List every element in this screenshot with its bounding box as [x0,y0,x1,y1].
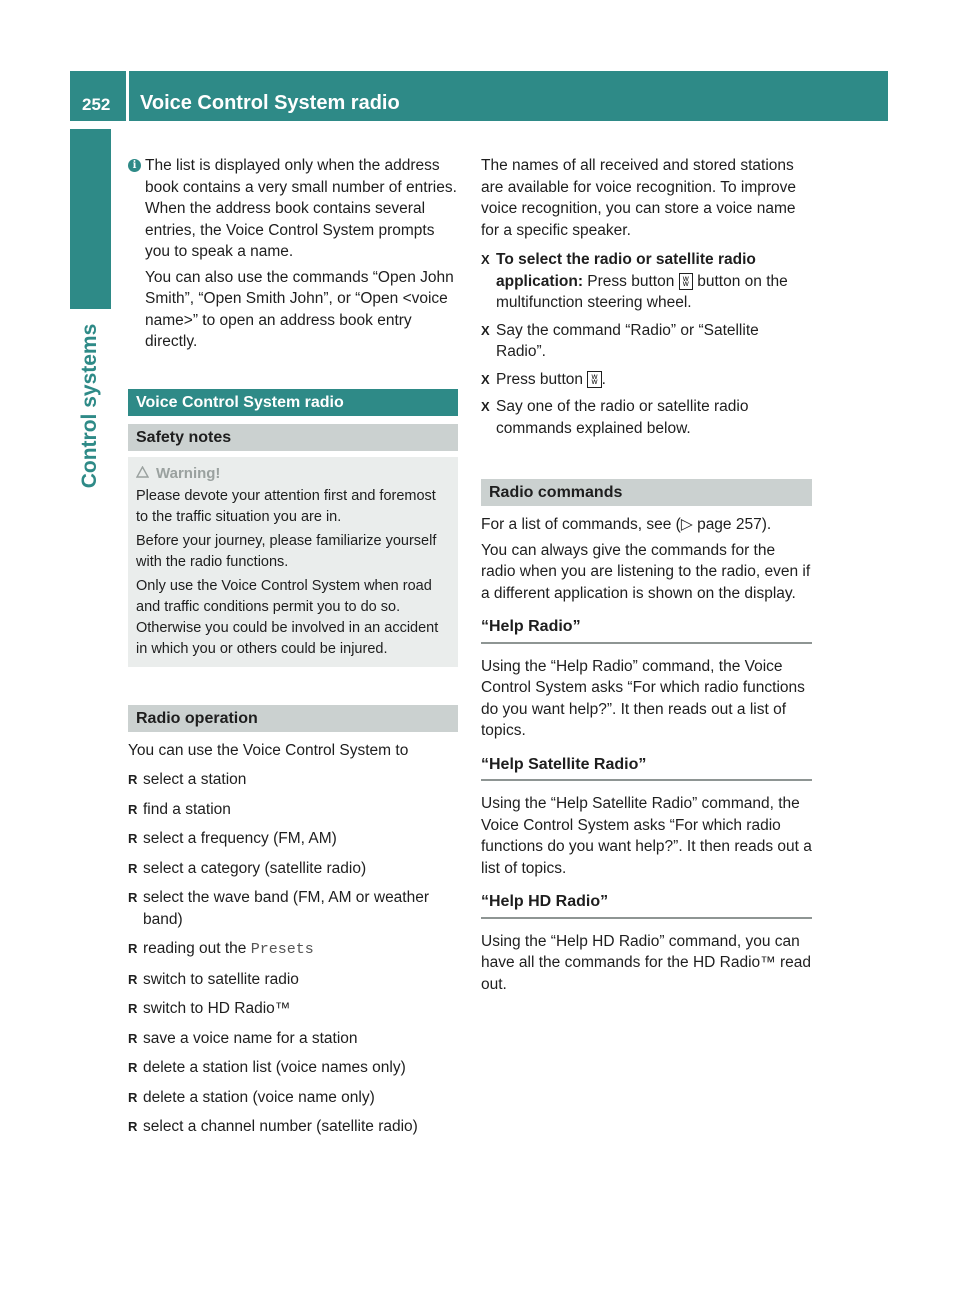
help-radio-text: Using the “Help Radio” command, the Voice Control System asks “For which radio functions do you want help?”. It then reads out a list of topics. [481,657,805,739]
list-item: R delete a station (voice name only) [128,1087,458,1109]
safety-heading: Safety notes [128,424,458,451]
radio-operation-intro: You can use the Voice Control System to [128,741,409,759]
step-item [481,249,812,314]
info-icon: i [128,159,141,172]
commands-text: You can always give the commands for the radio when you are listening to the radio, even if a different application is shown on the display. [481,541,811,602]
section-tab [70,309,111,504]
list-item: R select a category (satellite radio) [128,858,458,880]
step-text: Press button [582,272,679,290]
help-satellite-text: Using the “Help Satellite Radio” command, the Voice Control System asks “For which radio functions do you want help?”. It then reads out a list of topics. [481,795,812,877]
list-item: R save a voice name for a station [128,1028,458,1050]
step-item: X Say one of the radio or satellite radio commands explained below. [481,396,812,439]
warning-heading [136,463,450,484]
section-label: Control systems [78,323,101,489]
help-radio-heading: “Help Radio” [481,616,812,644]
intro-paragraph: The names of all received and stored stations are available for voice recognition. To improve voice recognition, you can store a voice name for a specific speaker. [481,157,797,239]
commands-reference: For a list of commands, see (▷ page 257). [481,516,772,533]
page-header [70,71,888,121]
step-bold: To select the radio or satellite radio application: [496,251,756,290]
list-item [128,938,458,961]
voice-button-icon: ʬ [679,273,693,290]
section-heading: Voice Control System radio [128,389,458,416]
list-item: R select a channel number (satellite radio) [128,1116,458,1138]
list-item: R delete a station list (voice names only) [128,1057,458,1079]
warning-box [128,457,458,667]
warning-paragraph: Only use the Voice Control System when road and traffic conditions permit you to do so. Otherwise you could be involved in an accident in which you or others could be injured. [136,577,439,657]
header-divider [126,71,129,121]
step-text: . [601,370,606,388]
info-note [128,155,458,353]
warning-heading-text: Warning! [156,464,221,482]
step-text: button on the multifunction steering wheel. [496,272,788,311]
page-title: Voice Control System radio [140,92,400,114]
radio-operation-list [128,769,458,1138]
right-column [481,155,812,999]
presets-prefix: reading out the [143,940,251,957]
help-hd-heading: “Help HD Radio” [481,891,812,919]
warning-paragraph: Please devote your attention first and foremost to the traffic situation you are in. [136,487,436,525]
page-number: 252 [82,95,111,114]
radio-operation-heading: Radio operation [128,705,458,732]
list-item: R switch to satellite radio [128,969,458,991]
steps-list [481,249,812,439]
step-item: X Say the command “Radio” or “Satellite Radio”. [481,320,812,363]
info-paragraph: You can also use the commands “Open John Smith”, “Open Smith John”, or “Open <voice name>” to open an address book entry directly. [145,268,454,350]
voice-button-icon: ʬ [587,371,601,388]
sidebar-bar [70,129,111,309]
info-paragraph: The list is displayed only when the address book contains a very small number of entries. When the address book contains several entries, the Voice Control System prompts you to speak a name. [145,157,457,260]
step-item [481,369,812,391]
radio-commands-heading: Radio commands [481,479,812,506]
list-item: R select the wave band (FM, AM or weather band) [128,887,458,930]
help-hd-text: Using the “Help HD Radio” command, you can have all the commands for the HD Radio™ read out. [481,932,811,993]
list-item: R select a frequency (FM, AM) [128,828,458,850]
list-item: R switch to HD Radio™ [128,998,458,1020]
left-column [128,155,458,1146]
warning-paragraph: Before your journey, please familiarize yourself with the radio functions. [136,532,437,570]
list-item: R find a station [128,799,458,821]
step-text: Press button [496,370,588,388]
presets-label: Presets [250,941,314,958]
list-item: R select a station [128,769,458,791]
help-satellite-heading: “Help Satellite Radio” [481,754,812,782]
warning-triangle-icon [136,463,150,484]
